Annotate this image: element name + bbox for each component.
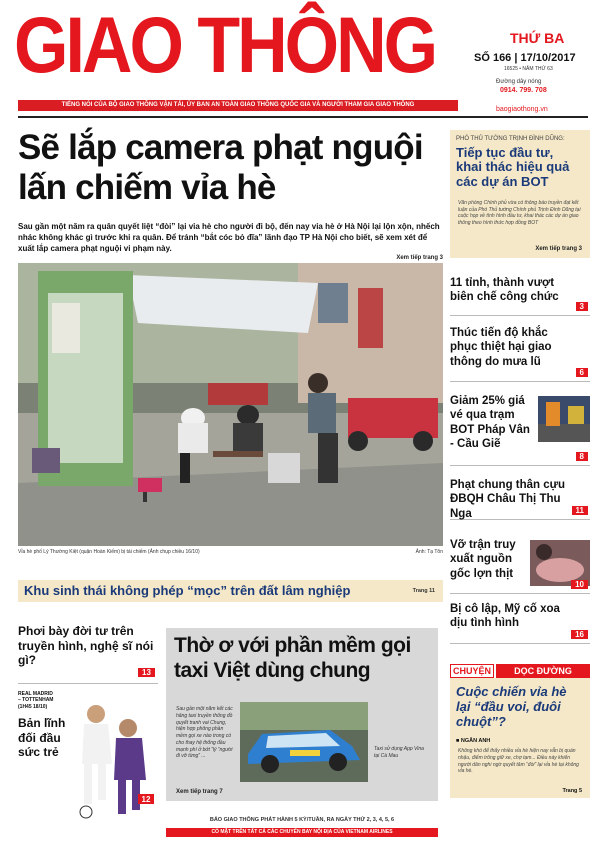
toc-item[interactable] — [450, 394, 590, 466]
column-text: Không khó để thấy nhiều vỉa hè hiện nay vẫn bị quán nhậu, điểm trông giữ xe, chợ tạm... Điều này khiến người dân nghi ngờ quyết tâm “đòi” lại vỉa hè tại không vỉa hè. — [458, 748, 579, 775]
lead-headline[interactable] — [18, 128, 443, 207]
sidebar-see-page: Xem tiếp trang 3 — [535, 246, 582, 252]
lead-paragraph — [18, 222, 443, 262]
toc-item[interactable] — [450, 602, 590, 644]
toc-title: Vỡ trận truy xuất nguồn gốc lợn thịt — [450, 539, 516, 580]
toc-page: 16 — [571, 630, 588, 639]
issue-number: SỐ 166 — [474, 52, 512, 64]
toc-item[interactable] — [450, 538, 590, 594]
sidebar-text: Văn phòng Chính phủ vừa có thông báo truyền đạt kết luận của Phó Thủ tướng Chính phủ Trịnh Đình Dũng tại cuộc họp về tình hình đầu tư, khai thác các dự án giao thông theo hình thức hợp đồng BOT — [458, 200, 581, 226]
hotline-number: 0914. 799. 708 — [500, 87, 547, 94]
sport-page: 12 — [141, 795, 151, 804]
toc-title: Thúc tiến độ khắc phục thiệt hại giao thông do mưa lũ — [450, 327, 552, 368]
masthead-rule — [18, 116, 588, 118]
street-scene-illustration — [18, 263, 443, 546]
taxi-feature[interactable] — [166, 628, 438, 801]
sport-kicker-line: REAL MADRID — [18, 691, 53, 697]
issue-date: 17/10/2017 — [520, 52, 576, 64]
photo-credit: Ảnh: Tạ Tôn — [415, 549, 443, 555]
lead-headline-line2: lấn chiếm vỉa hè — [18, 167, 276, 207]
sport-photo — [66, 694, 158, 824]
sidebar-feature[interactable] — [450, 130, 590, 258]
newspaper-logo: GIAO THÔNG — [14, 1, 436, 89]
toc-title: Phạt chung thân cựu ĐBQH Châu Thị Thu Nga — [450, 479, 566, 520]
sport-kicker-line: – TOTTENHAM — [18, 697, 54, 704]
divider — [18, 683, 158, 684]
left-story-page: 13 — [138, 668, 155, 677]
footer-note: BÁO GIAO THÔNG PHÁT HÀNH 5 KỲ/TUẦN, RA NGÀY THỨ 2, 3, 4, 5, 6 — [209, 817, 395, 823]
issue-line: SỐ 166 | 17/10/2017 — [474, 52, 576, 64]
lead-see-page[interactable]: Xem tiếp trang 3 — [396, 255, 443, 262]
column-label-b: DỌC ĐƯỜNG — [496, 664, 590, 678]
lead-photo-caption — [18, 549, 443, 555]
toc-page: 3 — [576, 302, 588, 311]
sub-story-page: Trang 11 — [412, 588, 435, 594]
left-story-title[interactable]: Phơi bày đời tư trên truyền hình, nghệ sĩ nói gì? — [18, 624, 154, 668]
taxi-title: Thờ ơ với phần mềm gọi taxi Việt dùng chung — [174, 634, 411, 682]
taxi-car-image — [240, 702, 368, 782]
caption-text: Vỉa hè phố Lý Thường Kiệt (quận Hoàn Kiếm) bị tái chiếm (Ảnh chụp chiều 16/10) — [18, 549, 200, 555]
sidebar-kicker: PHÓ THỦ TƯỚNG TRỊNH ĐÌNH DŨNG: — [456, 136, 565, 142]
column-feature[interactable] — [450, 678, 590, 798]
column-page: Trang 5 — [562, 788, 582, 794]
taxi-text: Sau gần một năm kết các hãng taxi truyền thống đồ quyết tranh vai Chung, hiện hợp phông phần mềm gọi xe nào trong có cho thay hệ thống đầu mạnh phí ở bớt “lý “người đi vỡ từng” ... — [176, 706, 233, 760]
sport-kicker-line: (1H45 18/10) — [18, 703, 48, 710]
lead-text: Sau gần một năm ra quân quyết liệt “đòi” lại vỉa hè cho người đi bộ, đến nay vỉa hè ở Hà Nội lại lộn xộn, nhếch nhác không khác gì trước khi ra quân. Để tránh “bắt cóc bỏ đĩa” lãnh đạo TP Hà Nội cho biết, sẽ xem xét để xuất lắp camera phạt nguội vi phạm này. — [18, 222, 440, 253]
column-label-a: CHUYỆN — [450, 664, 494, 678]
masthead-tagline: TIẾNG NÓI CỦA BỘ GIAO THÔNG VẬN TẢI, ỦY BAN AN TOÀN GIAO THÔNG QUỐC GIA VÀ NGƯỜI THAM GIA GIAO THÔNG — [18, 100, 458, 111]
toc-item[interactable] — [450, 326, 590, 382]
toc-title: Bị cô lập, Mỹ cố xoa dịu tình hình — [450, 603, 560, 630]
toll-station-image — [538, 396, 590, 442]
toc-page: 8 — [576, 452, 588, 461]
toc-thumb-toll — [538, 396, 590, 442]
sub-story-band[interactable] — [18, 580, 443, 602]
toc-item[interactable] — [450, 478, 590, 520]
taxi-caption: Taxi sử dụng App Vina tại Cà Mau — [374, 746, 424, 759]
toc-item[interactable] — [450, 276, 590, 316]
website-link[interactable]: baogiaothong.vn — [496, 106, 548, 113]
column-title: Cuộc chiến vỉa hè lại “đầu voi, đuôi chuột”? — [456, 684, 567, 730]
lead-photo — [18, 263, 443, 546]
sport-title[interactable]: Bản lĩnh đối đầu sức trẻ — [18, 716, 66, 760]
column-header — [450, 664, 590, 678]
hotline-label: Đường dây nóng — [496, 79, 542, 85]
toc-page: 11 — [572, 506, 588, 515]
weekday: THỨ BA — [510, 30, 565, 46]
sidebar-title: Tiếp tục đầu tư, khai thác hiệu quả các dự án BOT — [456, 145, 570, 189]
toc-page: 10 — [571, 580, 588, 589]
lead-headline-line1: Sẽ lắp camera phạt nguội — [18, 128, 423, 167]
sub-story-title: Khu sinh thái không phép “mọc” trên đất lâm nghiệp — [24, 583, 351, 598]
issue-sub: 16525 • NĂM THỨ 63 — [504, 66, 553, 72]
taxi-photo — [240, 702, 368, 782]
taxi-see-page: Xem tiếp trang 7 — [176, 789, 223, 795]
toc-title: 11 tỉnh, thành vượt biên chế công chức — [450, 277, 559, 304]
toc-page: 6 — [576, 368, 588, 377]
footer-band: CÓ MẶT TRÊN TẤT CẢ CÁC CHUYẾN BAY NỘI ĐỊA CỦA VIETNAM AIRLINES — [166, 828, 438, 837]
football-players-image — [66, 694, 158, 824]
column-author: ■ NGÂN ANH — [456, 738, 491, 744]
toc-title: Giảm 25% giá vé qua trạm BOT Pháp Vân - Cầu Giẽ — [450, 395, 530, 451]
